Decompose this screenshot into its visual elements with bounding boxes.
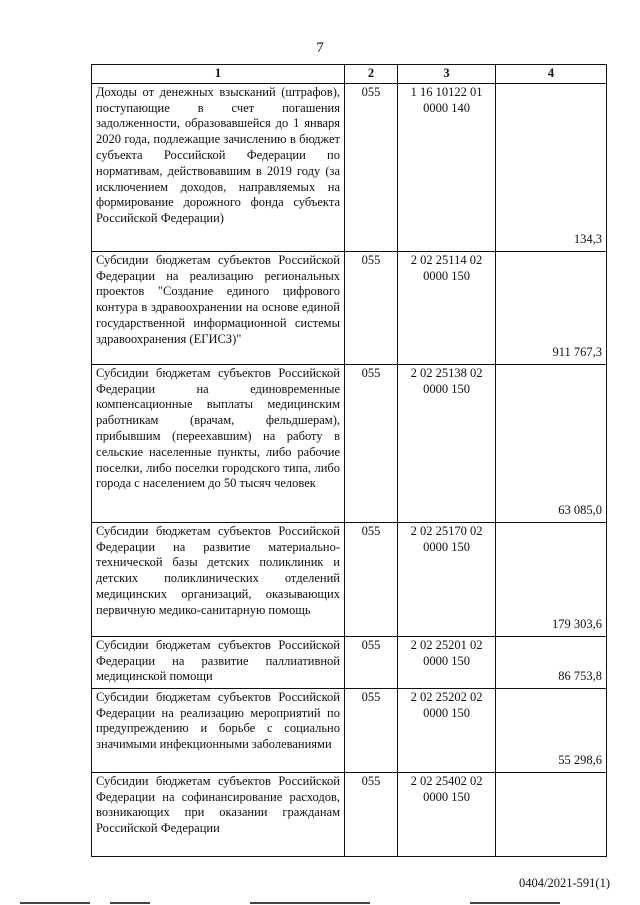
- scan-edge-line: [20, 902, 90, 904]
- row-admin-code: 055: [345, 83, 398, 251]
- row-amount: 86 753,8: [496, 636, 607, 688]
- table-row: [92, 522, 607, 636]
- row-description: Субсидии бюджетам субъектов Российской Федерации на развитие паллиативной медицинской помощи: [92, 636, 345, 688]
- row-admin-code: 055: [345, 251, 398, 364]
- row-admin-code: 055: [345, 636, 398, 688]
- row-description: Субсидии бюджетам субъектов Российской Федерации на софинансирование расходов, возникающих при оказании гражданам Российской Федерации: [92, 772, 345, 856]
- row-description: Субсидии бюджетам субъектов Российской Федерации на реализацию региональных проектов "Создание единого цифрового контура в здравоохранении на основе единой государственной информационной системы здравоохранения (ЕГИСЗ)": [92, 251, 345, 364]
- row-budget-code: 2 02 25138 02 0000 150: [398, 364, 496, 522]
- row-description: Доходы от денежных взысканий (штрафов), поступающие в счет погашения задолженности, образовавшейся до 1 января 2020 года, подлежащие зачислению в бюджет субъекта Российской Федерации по нормативам, действовавшим в 2019 году (за исключением доходов, направляемых на формирование дорожного фонда субъекта Российской Федерации): [92, 83, 345, 251]
- document-code: 0404/2021-591(1): [519, 876, 610, 890]
- table-row: [92, 364, 607, 522]
- scan-edge-line: [250, 902, 370, 904]
- column-header-amount: 4: [496, 65, 607, 84]
- row-budget-code: 2 02 25402 02 0000 150: [398, 772, 496, 856]
- row-budget-code: 2 02 25114 02 0000 150: [398, 251, 496, 364]
- scan-edge-line: [470, 902, 560, 904]
- revenue-table: [91, 64, 607, 857]
- row-budget-code: 2 02 25202 02 0000 150: [398, 688, 496, 772]
- table-row: [92, 772, 607, 856]
- row-description: Субсидии бюджетам субъектов Российской Федерации на единовременные компенсационные выплаты медицинским работникам (врачам, фельдшерам), прибывшим (переехавшим) на работу в сельские населенные пункты, либо рабочие поселки, либо поселки городского типа, либо города с населением до 50 тысяч человек: [92, 364, 345, 522]
- row-amount: 55 298,6: [496, 688, 607, 772]
- row-description: Субсидии бюджетам субъектов Российской Федерации на развитие материально-технической базы детских поликлиник и детских поликлинических отделений медицинских организаций, оказывающих первичную медико-санитарную помощь: [92, 522, 345, 636]
- row-budget-code: 2 02 25201 02 0000 150: [398, 636, 496, 688]
- table-header-row: [92, 65, 607, 84]
- row-admin-code: 055: [345, 772, 398, 856]
- row-admin-code: 055: [345, 688, 398, 772]
- column-header-description: 1: [92, 65, 345, 84]
- row-description: Субсидии бюджетам субъектов Российской Федерации на реализацию мероприятий по предупреждению и борьбе с социально значимыми инфекционными заболеваниями: [92, 688, 345, 772]
- row-amount: 134,3: [496, 83, 607, 251]
- table-row: [92, 251, 607, 364]
- row-admin-code: 055: [345, 364, 398, 522]
- table-row: [92, 636, 607, 688]
- scan-edge-line: [110, 902, 150, 904]
- row-admin-code: 055: [345, 522, 398, 636]
- row-amount: 63 085,0: [496, 364, 607, 522]
- table-row: [92, 83, 607, 251]
- row-amount: [496, 772, 607, 856]
- column-header-code: 3: [398, 65, 496, 84]
- row-amount: 911 767,3: [496, 251, 607, 364]
- page-number: 7: [316, 40, 324, 56]
- row-amount: 179 303,6: [496, 522, 607, 636]
- column-header-admin: 2: [345, 65, 398, 84]
- row-budget-code: 2 02 25170 02 0000 150: [398, 522, 496, 636]
- table-row: [92, 688, 607, 772]
- row-budget-code: 1 16 10122 01 0000 140: [398, 83, 496, 251]
